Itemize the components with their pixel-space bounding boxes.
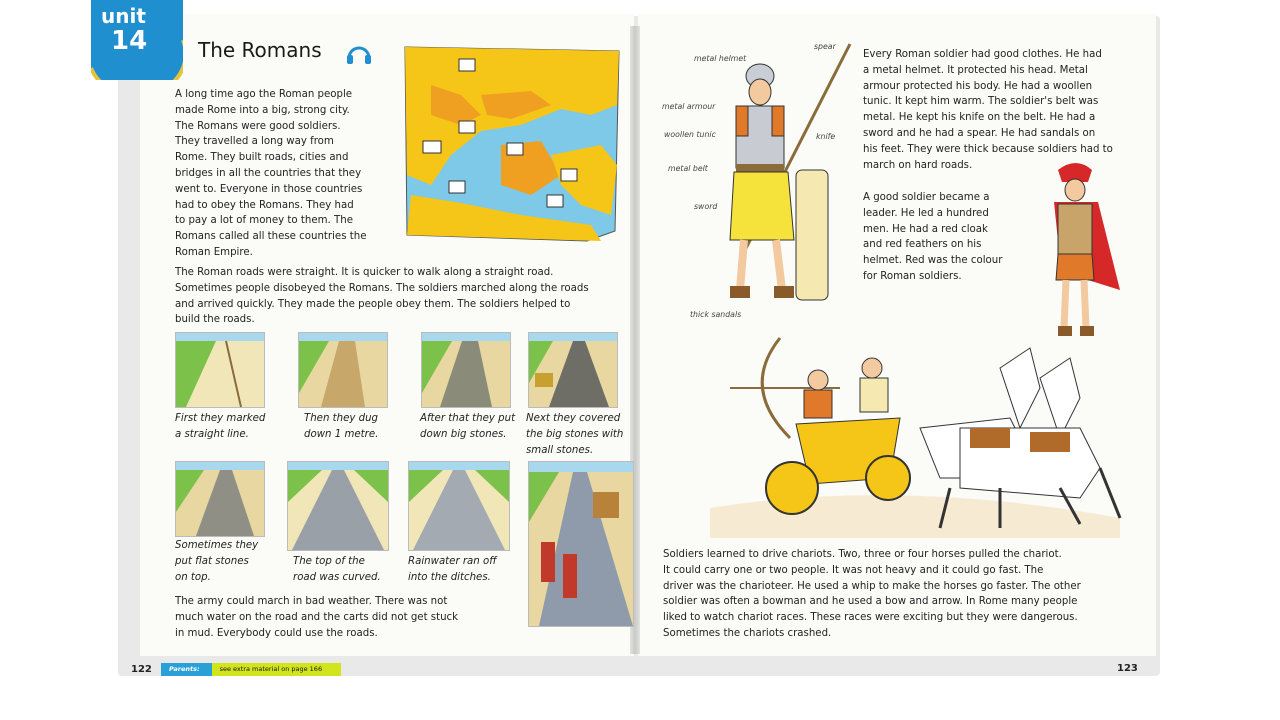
caption-step-2: Then they dug down 1 metre. (304, 413, 379, 440)
label-sword: sword (694, 202, 718, 211)
label-metal-armour: metal armour (662, 102, 716, 111)
label-knife: knife (816, 132, 836, 141)
caption-step-6: The top of the road was curved. (293, 556, 381, 583)
road-step-6-image (287, 461, 389, 551)
page-number-left: 122 (131, 664, 152, 675)
roman-leader-image (1028, 160, 1124, 340)
unit-number: 14 (111, 26, 148, 56)
label-thick-sandals: thick sandals (690, 310, 742, 319)
caption-step-3: After that they put down big stones. (420, 413, 516, 440)
intro-paragraph: A long time ago the Roman people made Rome into a big, strong city. The Romans were good soldiers. They travelled a long way from Rome. They built roads, cities and bridges in all the countries that they went to. Everyone in those countries had to obey the Romans. They had to pay a lot of money to them. The Romans called all these countries the Roman Empire. (175, 89, 367, 258)
page-number-right: 123 (1117, 663, 1138, 674)
parents-tag: Parents: (161, 663, 212, 676)
label-spear: spear (814, 42, 836, 51)
chariots-paragraph: Soldiers learned to drive chariots. Two, three or four horses pulled the chariot. It could carry one or two people. It was not heavy and it could go fast. The driver was the charioteer. He used a whip to make the horses go faster. The other soldier was often a bowman and he used a bow and arrow. In Rome many people liked to watch chariot races. These races were exciting but they were dangerous. Sometimes the chariots crashed. (663, 549, 1081, 639)
leader-paragraph: A good soldier became a leader. He led a hundred men. He had a red cloak and red feathers on his helmet. Red was the colour for Roman soldiers. (863, 192, 1003, 282)
roads-paragraph: The Roman roads were straight. It is quicker to walk along a straight road. Sometimes people disobeyed the Romans. The soldiers marched along the roads and arrived quickly. They made the people obey them. The soldiers helped to build the roads. (175, 267, 589, 326)
caption-step-5: Sometimes they put flat stones on top. (175, 540, 259, 583)
unit-word: unit (101, 4, 146, 28)
caption-step-7: Rainwater ran off into the ditches. (408, 556, 497, 583)
caption-step-1: First they marked a straight line. (175, 413, 266, 440)
roman-soldier-image (700, 40, 860, 320)
road-step-2-image (298, 332, 388, 408)
label-woollen-tunic: woollen tunic (664, 130, 716, 139)
clothes-paragraph: Every Roman soldier had good clothes. He had a metal helmet. It protected his head. Metal armour protected his body. He had a woollen tunic. It kept him warm. The soldier's belt was metal. He kept his knife on the belt. He had a sword and he had a spear. He had sandals on his feet. They were thick because soldiers had to march on hard roads. (863, 49, 1113, 171)
road-step-1-image (175, 332, 265, 408)
chariot-image (700, 328, 1130, 548)
unit-badge (91, 0, 183, 80)
headphones-icon[interactable] (345, 40, 373, 66)
road-step-5-image (175, 461, 265, 537)
label-metal-helmet: metal helmet (694, 54, 747, 63)
roman-empire-map (401, 45, 623, 243)
parents-note-bar (161, 663, 341, 676)
marching-soldiers-image (528, 461, 634, 627)
road-step-3-image (421, 332, 511, 408)
label-metal-belt: metal belt (668, 164, 708, 173)
road-step-4-image (528, 332, 618, 408)
page-title: The Romans (198, 38, 322, 62)
road-step-7-image (408, 461, 510, 551)
parents-note: see extra material on page 166 (219, 665, 323, 673)
army-paragraph: The army could march in bad weather. There was not much water on the road and the carts did not get stuck in mud. Everybody could use the roads. (175, 596, 459, 639)
caption-step-4: Next they covered the big stones with small stones. (526, 413, 624, 456)
